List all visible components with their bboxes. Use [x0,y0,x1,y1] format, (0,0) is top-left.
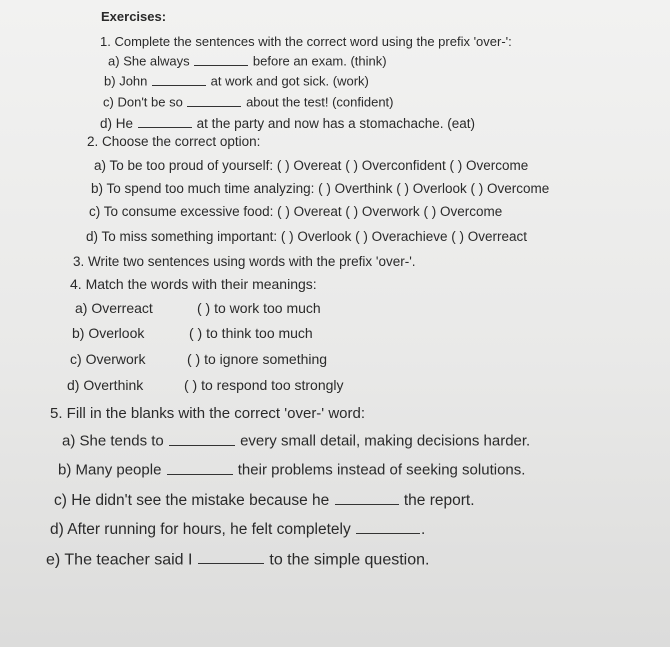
option-checkbox[interactable]: ( ) Overlook [280,229,352,244]
item-text-after: at the party and now has a stomachache. (eat) [196,116,475,132]
item-label: d) [86,229,99,244]
match-word: Overthink [83,377,144,393]
q2-item-c [89,204,502,219]
match-meaning: to think too much [206,325,313,341]
q4-item-d-meaning[interactable] [184,377,344,393]
q2-heading: 2. Choose the correct option: [87,134,261,149]
option-label: Overeat [293,204,342,219]
answer-blank[interactable] [167,460,233,475]
item-text-after: before an exam. (think) [252,53,387,69]
match-bracket[interactable]: ( ) [189,325,207,341]
item-text-after: every small detail, making decisions harder. [240,432,531,450]
q5-item-c [54,490,475,510]
item-label: d) [100,116,113,132]
q5-item-d [50,519,425,539]
item-label: a) [75,300,88,316]
option-label: Overreact [467,229,528,244]
item-label: b) [72,325,85,341]
item-prompt: To consume excessive food: [103,204,274,219]
answer-blank[interactable] [138,115,192,128]
option-checkbox[interactable]: ( ) Overreact [451,229,528,244]
q4-item-b [72,325,144,341]
option-checkbox[interactable]: ( ) Overcome [423,204,503,219]
option-label: Overcome [487,181,550,196]
item-label: d) [67,377,80,393]
q1-item-a [108,53,387,69]
answer-blank[interactable] [198,549,264,564]
option-label: Overlook [297,229,352,244]
answer-blank[interactable] [169,431,235,446]
match-meaning: to ignore something [204,351,328,367]
q5-heading: 5. Fill in the blanks with the correct 'over-' word: [50,405,366,422]
q4-heading: 4. Match the words with their meanings: [70,276,317,292]
answer-blank[interactable] [335,490,399,505]
item-text-after: at work and got sick. (work) [210,73,369,89]
item-text-before: He [115,116,134,132]
item-label: c) [70,351,82,367]
item-text-before: She tends to [79,432,164,450]
item-text-before: He didn't see the mistake because he [71,491,330,509]
option-checkbox[interactable]: ( ) Overlook [396,181,467,196]
item-text-before: Don't be so [117,94,183,110]
item-text-before: She always [123,53,190,69]
q5-item-b [58,460,525,479]
item-label: b) [91,181,104,196]
option-checkbox[interactable]: ( ) Overachieve [355,229,448,244]
option-checkbox[interactable]: ( ) Overwork [345,204,420,219]
item-text-before: The teacher said I [64,551,193,569]
q4-item-b-meaning[interactable] [189,325,313,341]
answer-blank[interactable] [187,94,241,107]
q2-item-b [91,181,549,196]
option-label: Overlook [412,181,467,196]
option-checkbox[interactable]: ( ) Overeat [277,204,342,219]
match-word: Overlook [88,325,145,341]
item-label: b) [104,73,116,89]
option-label: Overconfident [361,158,446,173]
option-label: Overcome [439,204,503,219]
item-prompt: To be too proud of yourself: [109,158,274,173]
item-text-before: After running for hours, he felt completely [67,520,351,538]
answer-blank[interactable] [356,519,420,534]
match-meaning: to respond too strongly [201,377,344,393]
item-label: a) [62,432,76,450]
item-prompt: To miss something important: [101,229,278,244]
option-checkbox[interactable]: ( ) Overcome [449,158,529,173]
option-checkbox[interactable]: ( ) Overcome [470,181,550,196]
item-text-before: Many people [75,461,162,479]
option-label: Overcome [466,158,529,173]
item-label: a) [94,158,107,173]
title: Exercises: [101,9,167,24]
match-word: Overwork [85,351,146,367]
q4-item-a [75,300,153,316]
item-prompt: To spend too much time analyzing: [106,181,315,196]
q2-item-d [86,229,527,244]
option-checkbox[interactable]: ( ) Overconfident [345,158,446,173]
q1-item-c [103,94,394,110]
item-label: d) [50,520,64,538]
option-label: Overwork [361,204,420,219]
item-text-after: about the test! (confident) [246,94,394,110]
match-bracket[interactable]: ( ) [184,377,202,393]
q3-heading: 3. Write two sentences using words with the prefix 'over-'. [73,254,416,269]
option-label: Overeat [293,158,342,173]
item-label: c) [89,204,101,219]
q5-item-e [46,549,429,569]
q4-item-d [67,377,143,393]
option-checkbox[interactable]: ( ) Overeat [276,158,342,173]
item-text-before: John [119,73,148,89]
match-bracket[interactable]: ( ) [197,300,215,316]
option-label: Overthink [334,181,393,196]
answer-blank[interactable] [152,73,206,86]
q4-item-c-meaning[interactable] [187,351,327,367]
item-label: b) [58,461,72,479]
option-checkbox[interactable]: ( ) Overthink [318,181,393,196]
q2-item-a [94,158,528,173]
q1-item-d [100,115,475,131]
q5-item-a [62,431,530,450]
item-text-after: . [421,520,426,538]
option-label: Overachieve [371,229,448,244]
item-text-after: the report. [403,491,475,509]
q1-heading: 1. Complete the sentences with the correct word using the prefix 'over-': [100,34,512,49]
item-text-after: to the simple question. [269,551,430,569]
q4-item-a-meaning[interactable] [197,300,321,316]
q4-item-c [70,351,145,367]
answer-blank[interactable] [194,53,248,66]
item-label: c) [54,491,67,509]
q1-item-b [104,73,369,89]
item-label: e) [46,551,61,569]
match-bracket[interactable]: ( ) [187,351,205,367]
item-label: c) [103,94,114,110]
item-text-after: their problems instead of seeking solutions. [237,461,526,479]
match-meaning: to work too much [214,300,321,316]
match-word: Overreact [91,300,153,316]
item-label: a) [108,53,120,69]
